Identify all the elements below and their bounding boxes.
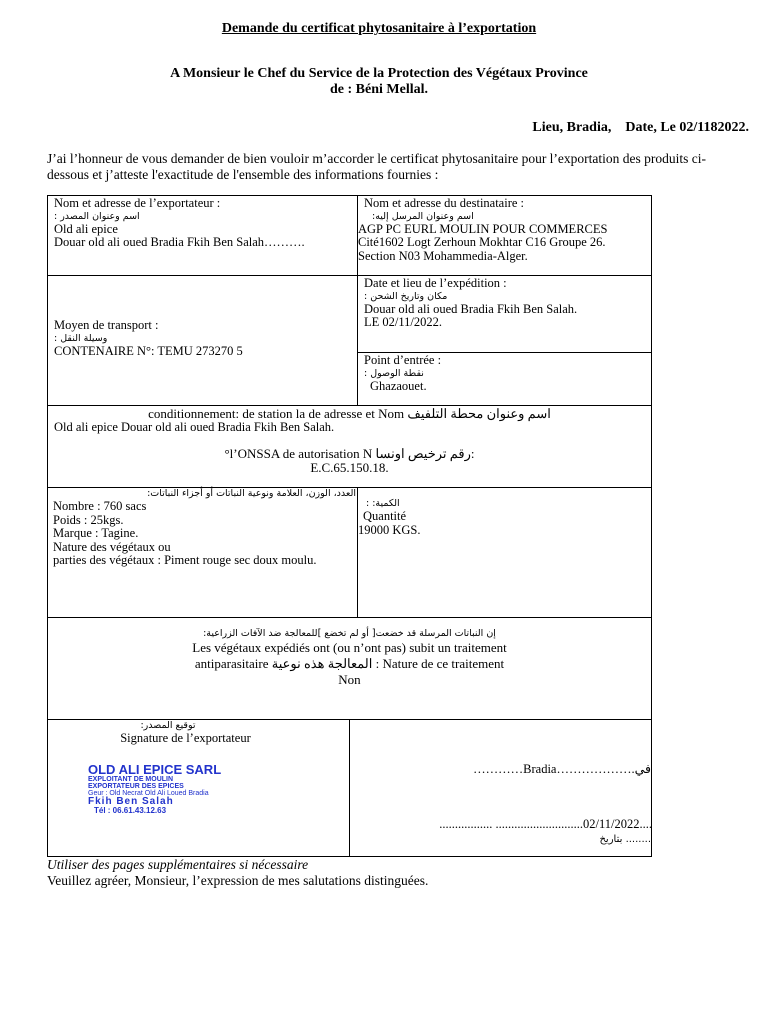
- exporter-cell: [54, 197, 354, 250]
- goods-weight: Poids : 25kgs.: [53, 512, 124, 527]
- exporter-label-arabic: اسم وعنوان المصدر :: [54, 210, 140, 222]
- column-divider: [349, 719, 350, 857]
- signature-cell: [48, 720, 348, 746]
- stamp-line1: OLD ALI EPICE SARL: [88, 762, 222, 777]
- quantity-label: Quantité: [363, 509, 407, 523]
- addressee-line2: de : Béni Mellal.: [330, 82, 428, 97]
- signature-label: Signature de l’exportateur: [120, 731, 251, 745]
- consignee-cell: [358, 197, 650, 263]
- consignee-line2: Cité1602 Logt Zerhoun Mokhtar C16 Groupe 26.: [358, 235, 606, 249]
- container-number: CONTENAIRE N°: TEMU 273270 5: [54, 343, 243, 358]
- treatment-value: Non: [338, 672, 361, 687]
- packing-label: conditionnement: de station la de adresse et Nom اسم وعنوان محطة التلفيف: [148, 406, 551, 421]
- row-divider: [48, 275, 651, 276]
- stamp-line5: Fkih Ben Salah: [88, 796, 174, 807]
- stamp-line2: EXPLOITANT DE MOULIN: [88, 776, 174, 783]
- transport-label-arabic: وسيلة النقل :: [54, 332, 108, 344]
- quantity-cell: [358, 498, 648, 537]
- signature-date: ................. ............................02/11/2022....: [439, 817, 652, 831]
- entry-point-label-arabic: نقطة الوصول :: [364, 367, 424, 379]
- entry-point-cell: [364, 354, 649, 393]
- consignee-line3: Section N03 Mohammedia-Alger.: [358, 248, 528, 263]
- page-title: Demande du certificat phytosanitaire à l’exportation: [221, 21, 537, 36]
- intro-paragraph: J’ai l’honneur de vous demander de bien vouloir m’accorder le certificat phytosanitaire pour l’exportation des produits ci-dessous et j’atteste l'exactitude de l'ensemble des informations fournies :: [47, 151, 707, 182]
- request-form-table: [47, 195, 652, 857]
- transport-cell: [54, 319, 354, 358]
- place-date: Lieu, Bradia, Date, Le 02/1182022.: [532, 120, 749, 135]
- addressee-line1: A Monsieur le Chef du Service de la Protection des Végétaux Province: [170, 66, 588, 81]
- treatment-label-arabic: إن النباتات المرسلة قد خضعت[ أو لم تخضع ]للمعالجة ضد الآفات الزراعية:: [203, 628, 496, 639]
- closing-formula: Veuillez agréer, Monsieur, l’expression de mes salutations distinguées.: [47, 873, 429, 888]
- signature-place: …………Bradia……………….في: [473, 762, 651, 776]
- exporter-label: Nom et adresse de l’exportateur :: [54, 196, 221, 210]
- packing-address: Old ali epice Douar old ali oued Bradia Fkih Ben Salah.: [54, 419, 335, 434]
- goods-nature-line2: parties des végétaux : Piment rouge sec doux moulu.: [53, 553, 317, 567]
- goods-brand: Marque : Tagine.: [53, 526, 139, 540]
- footer-note: Utiliser des pages supplémentaires si nécessaire: [47, 857, 309, 872]
- shipment-date: LE 02/11/2022.: [364, 315, 443, 329]
- consignee-label-arabic: اسم وعنوان المرسل إليه:: [372, 210, 474, 222]
- packing-cell: [48, 407, 651, 474]
- shipment-label-arabic: مكان وتاريخ الشحن :: [364, 290, 448, 302]
- goods-label-arabic: العدد، الوزن، العلامة ونوعية النباتات أو أجزاء النباتات:: [147, 488, 356, 499]
- shipment-label: Date et lieu de l’expédition :: [364, 276, 507, 290]
- shipment-place: Douar old ali oued Bradia Fkih Ben Salah.: [364, 301, 578, 316]
- exporter-address: Douar old ali oued Bradia Fkih Ben Salah……….: [54, 235, 305, 249]
- onssa-label: °l’ONSSA de autorisation N رقم ترخيص اونسا:: [224, 446, 475, 461]
- signature-label-arabic: توقيع المصدر:: [140, 720, 196, 731]
- transport-label: Moyen de transport :: [54, 318, 159, 332]
- quantity-value: 19000 KGS.: [358, 522, 421, 537]
- row-divider: [48, 617, 651, 618]
- company-stamp: [88, 764, 238, 814]
- exporter-name: Old ali epice: [54, 221, 118, 236]
- stamp-line4: Geur : Old Necrat Old Ali Loued Bradia: [88, 790, 209, 797]
- treatment-line2: antiparasitaire المعالجة هذه نوعية : Nature de ce traitement: [194, 656, 505, 671]
- goods-number: Nombre : 760 sacs: [53, 499, 147, 513]
- signature-date-label: بتاريخ ........: [599, 834, 651, 845]
- shipment-cell: [364, 277, 649, 330]
- consignee-label: Nom et adresse du destinataire :: [364, 196, 525, 210]
- entry-point-value: Ghazaouet.: [370, 378, 427, 393]
- entry-point-label: Point d’entrée :: [364, 353, 442, 367]
- goods-nature-line1: Nature des végétaux ou: [53, 539, 171, 554]
- consignee-line1: AGP PC EURL MOULIN POUR COMMERCES: [358, 221, 608, 236]
- treatment-cell: [48, 628, 651, 688]
- goods-cell: [53, 488, 356, 568]
- quantity-label-arabic: الكمية: :: [366, 498, 400, 509]
- stamp-line3: EXPORTATEUR DES EPICES: [88, 783, 184, 790]
- addressee: [0, 66, 758, 98]
- treatment-line1: Les végétaux expédiés ont (ou n’ont pas) subit un traitement: [192, 640, 507, 655]
- stamp-line6: Tél : 06.61.43.12.63: [94, 806, 167, 815]
- onssa-number: E.C.65.150.18.: [310, 459, 389, 475]
